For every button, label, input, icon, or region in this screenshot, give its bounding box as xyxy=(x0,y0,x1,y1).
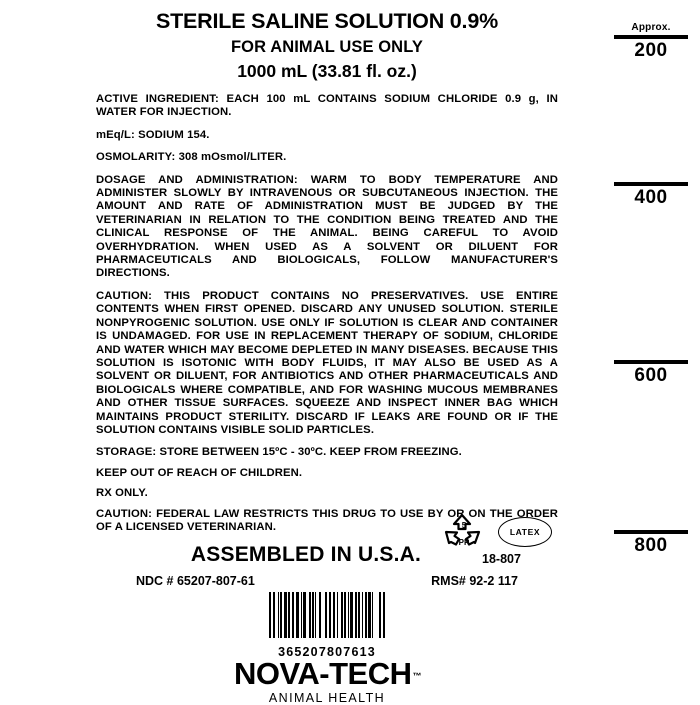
federal-caution-text: CAUTION: FEDERAL LAW RESTRICTS THIS DRUG TO USE BY OR ON THE ORDER OF A LICENSED VETERINARIAN. xyxy=(96,507,558,533)
rx-only-text: RX ONLY. xyxy=(96,487,148,500)
graduation-value: 800 xyxy=(634,535,668,556)
keep-out-of-reach-text: KEEP OUT OF REACH OF CHILDREN. xyxy=(96,466,303,479)
latex-icon: LATEX xyxy=(498,517,552,547)
active-ingredient-text: ACTIVE INGREDIENT: EACH 100 mL CONTAINS SODIUM CHLORIDE 0.9 g, IN WATER FOR INJECTION. xyxy=(96,93,558,119)
brand-tagline: ANIMAL HEALTH xyxy=(268,691,386,705)
barcode-image xyxy=(192,592,462,638)
product-title: STERILE SALINE SOLUTION 0.9% xyxy=(155,9,499,33)
barcode-block xyxy=(96,592,558,659)
graduation-400 xyxy=(614,182,688,209)
assembled-in-usa: ASSEMBLED IN U.S.A. xyxy=(190,543,422,566)
trademark-symbol: ™ xyxy=(412,671,421,681)
ndc-number: NDC # 65207-807-61 xyxy=(136,574,255,588)
product-subtitle: FOR ANIMAL USE ONLY xyxy=(231,38,423,56)
osmolarity-text: OSMOLARITY: 308 mOsmol/LITER. xyxy=(96,151,287,164)
product-volume: 1000 mL (33.81 fl. oz.) xyxy=(237,61,417,81)
storage-text: STORAGE: STORE BETWEEN 15ºC - 30ºC. KEEP FROM FREEZING. xyxy=(96,446,462,459)
graduation-600 xyxy=(614,360,688,387)
recycle-number: 5 xyxy=(461,521,467,530)
barcode-number: 365207807613 xyxy=(278,645,376,659)
graduation-800 xyxy=(614,530,688,557)
lot-code: 18-807 xyxy=(482,552,521,566)
brand-name-wrap xyxy=(234,658,420,690)
meq-text: mEq/L: SODIUM 154. xyxy=(96,128,210,141)
graduation-scale xyxy=(614,0,692,700)
rms-number: RMS# 92-2 117 xyxy=(431,574,518,588)
ndc-rms-row xyxy=(96,574,558,588)
brand-name: NOVA-TECH xyxy=(234,656,412,691)
graduation-200 xyxy=(614,22,688,62)
graduation-value: 400 xyxy=(634,187,668,208)
caution-text: CAUTION: THIS PRODUCT CONTAINS NO PRESERVATIVES. USE ENTIRE CONTENTS WHEN FIRST OPENED. DISCARD ANY UNUSED SOLUTION. STERILE NONPYROGENIC SOLUTION. USE ONLY IF SOLUTION IS CLEAR AND CONTAINER IS UNDAMAGED. FOR USE IN REPLACEMENT THERAPY OF SODIUM, CHLORIDE AND WATER WHICH MAY BECOME DEPLETED IN MANY DISEASES. BECAUSE THIS SOLUTION IS ISOTONIC WITH BODY FLUIDS, IT MAY ALSO BE USED AS A SOLVENT OR DILUENT, FOR ANTIBIOTICS AND OTHER PHARMACEUTICALS AND BIOLOGICALS WHERE COMPATIBLE, AND FOR WASHING MUCOUS MEMBRANES AND OTHER TISSUE SURFACES. SQUEEZE AND INSPECT INNER BAG WHICH MAINTAINS PRODUCT STERILITY. DISCARD IF LEAKS ARE FOUND OR IF THE SOLUTION CONTAINS VISIBLE SOLID PARTICLES. xyxy=(96,289,558,436)
approx-label: Approx. xyxy=(631,22,671,33)
graduation-value: 600 xyxy=(634,365,668,386)
label-text-column xyxy=(96,8,558,534)
graduation-value: 200 xyxy=(634,40,668,61)
recycle-material: PP xyxy=(458,538,470,547)
dosage-administration-text: DOSAGE AND ADMINISTRATION: WARM TO BODY TEMPERATURE AND ADMINISTER SLOWLY BY INTRAVENOUS OR SUBCUTANEOUS INJECTION. THE AMOUNT AND RATE OF ADMINISTRATION MUST BE JUDGED BY THE VETERINARIAN IN RELATION TO THE CONDITION BEING TREATED AND THE CLINICAL RESPONSE OF THE ANIMAL. BEING CAREFUL TO AVOID OVERHYDRATION. WHEN USED AS A SOLVENT OR DILUENT FOR PHARMACEUTICALS AND BIOLOGICALS, FOLLOW MANUFACTURER'S DIRECTIONS. xyxy=(96,173,558,280)
brand-block xyxy=(96,658,558,705)
